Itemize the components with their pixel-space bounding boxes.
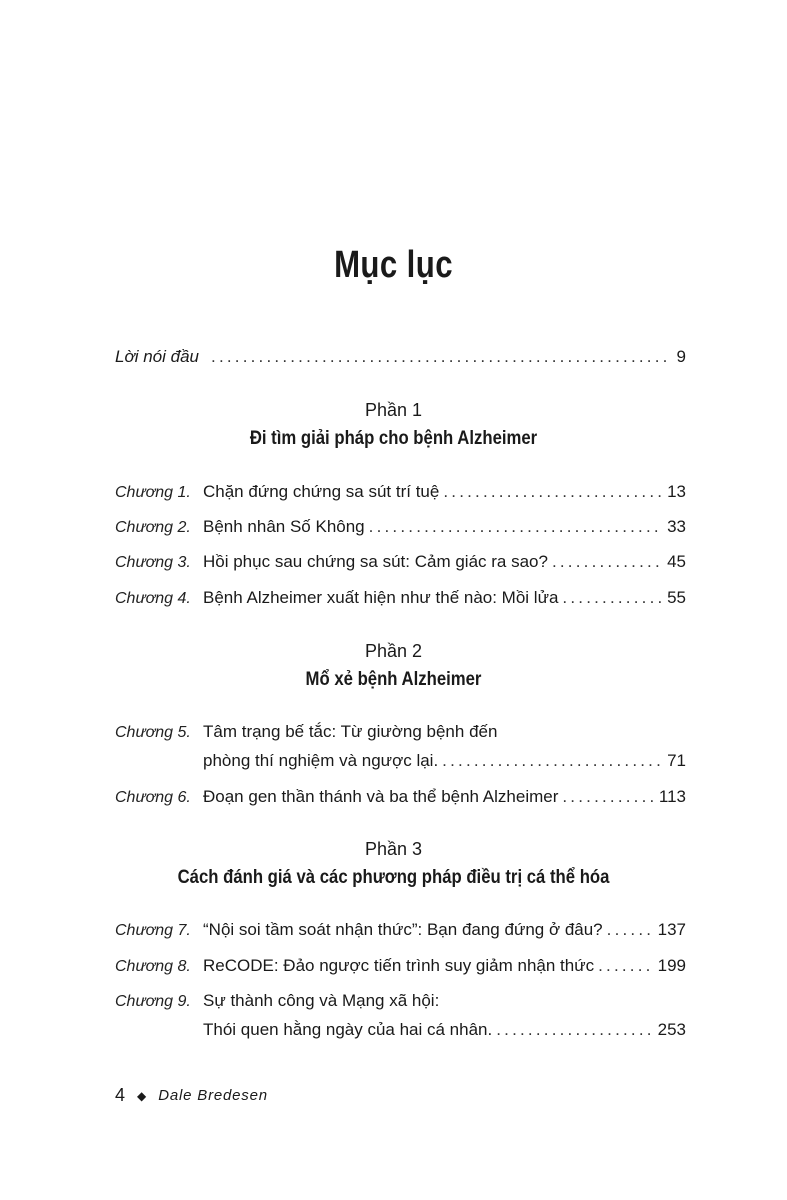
chapter-label: Chương 1. xyxy=(115,484,191,501)
preface-label: Lời nói đầu xyxy=(115,347,200,366)
part-label: Phần 2 xyxy=(364,641,423,661)
footer-author: Dale Bredesen xyxy=(158,1087,268,1104)
chapter-label: Chương 5. xyxy=(115,724,191,741)
diamond-bullet-icon: ◆ xyxy=(137,1088,147,1103)
part-title: Mổ xẻ bệnh Alzheimer xyxy=(305,669,482,690)
page-number: 253 xyxy=(657,1020,686,1039)
chapter-title: “Nội soi tầm soát nhận thức”: Bạn đang đứng ở đâu? xyxy=(203,920,603,939)
page-number: 137 xyxy=(657,920,686,939)
chapter-label: Chương 6. xyxy=(115,789,191,806)
leader-dots xyxy=(552,551,663,573)
leader-dots xyxy=(369,516,663,538)
chapter-label: Chương 8. xyxy=(115,958,191,975)
toc-entry-chapter-2[interactable] xyxy=(115,516,686,539)
leader-dots xyxy=(562,786,655,808)
toc-entry-chapter-3[interactable] xyxy=(115,551,686,574)
page-number: 199 xyxy=(657,956,686,975)
toc-entry-chapter-9[interactable] xyxy=(115,990,686,1013)
page-number: 13 xyxy=(667,482,686,501)
leader-dots xyxy=(607,919,654,941)
toc-entry-chapter-4[interactable] xyxy=(115,587,686,610)
chapter-title: Tâm trạng bế tắc: Từ giường bệnh đến xyxy=(203,722,498,741)
page-title: Mục lục xyxy=(334,244,453,286)
leader-dots xyxy=(443,481,663,503)
leader-dots xyxy=(598,955,654,977)
page-number: 71 xyxy=(667,751,686,770)
page-number: 33 xyxy=(667,517,686,536)
chapter-title-continued: phòng thí nghiệm và ngược lại. xyxy=(203,751,439,770)
toc-entry-chapter-1[interactable] xyxy=(115,481,686,504)
chapter-label: Chương 4. xyxy=(115,590,191,607)
footer-page-number: 4 xyxy=(115,1085,126,1105)
leader-dots xyxy=(562,587,663,609)
page-number: 45 xyxy=(667,552,686,571)
chapter-title: Đoạn gen thần thánh và ba thể bệnh Alzheimer xyxy=(203,787,559,806)
chapter-title: Sự thành công và Mạng xã hội: xyxy=(203,991,440,1010)
part-label: Phần 3 xyxy=(364,839,423,859)
leader-dots xyxy=(496,1019,653,1041)
page-number: 55 xyxy=(667,588,686,607)
toc-entry-chapter-8[interactable] xyxy=(115,955,686,978)
part-title: Đi tìm giải pháp cho bệnh Alzheimer xyxy=(249,428,538,449)
toc-entry-chapter-6[interactable] xyxy=(115,786,686,809)
toc-entry-chapter-9-continued[interactable] xyxy=(203,1019,686,1041)
page-footer xyxy=(115,1085,268,1106)
chapter-title: Bệnh nhân Số Không xyxy=(203,517,365,536)
leader-dots xyxy=(442,750,663,772)
toc-entry-preface[interactable] xyxy=(115,346,686,368)
toc-entry-chapter-7[interactable] xyxy=(115,919,686,942)
chapter-title-continued: Thói quen hằng ngày của hai cá nhân. xyxy=(203,1020,493,1039)
part-label: Phần 1 xyxy=(364,400,423,420)
page-number: 9 xyxy=(676,347,686,366)
chapter-title: Chặn đứng chứng sa sút trí tuệ xyxy=(203,482,440,501)
chapter-label: Chương 7. xyxy=(115,922,191,939)
chapter-label: Chương 3. xyxy=(115,554,191,571)
chapter-title: Bệnh Alzheimer xuất hiện như thế nào: Mồi lửa xyxy=(203,588,559,607)
chapter-label: Chương 2. xyxy=(115,519,191,536)
chapter-title: Hồi phục sau chứng sa sút: Cảm giác ra sao? xyxy=(203,552,548,571)
toc-entry-chapter-5[interactable] xyxy=(115,721,686,744)
leader-dots xyxy=(211,346,671,368)
toc-entry-chapter-5-continued[interactable] xyxy=(203,750,686,772)
page-number: 113 xyxy=(658,787,686,806)
chapter-label: Chương 9. xyxy=(115,993,191,1010)
part-title: Cách đánh giá và các phương pháp điều trị cá thể hóa xyxy=(177,867,610,888)
chapter-title: ReCODE: Đảo ngược tiến trình suy giảm nhận thức xyxy=(203,956,595,975)
